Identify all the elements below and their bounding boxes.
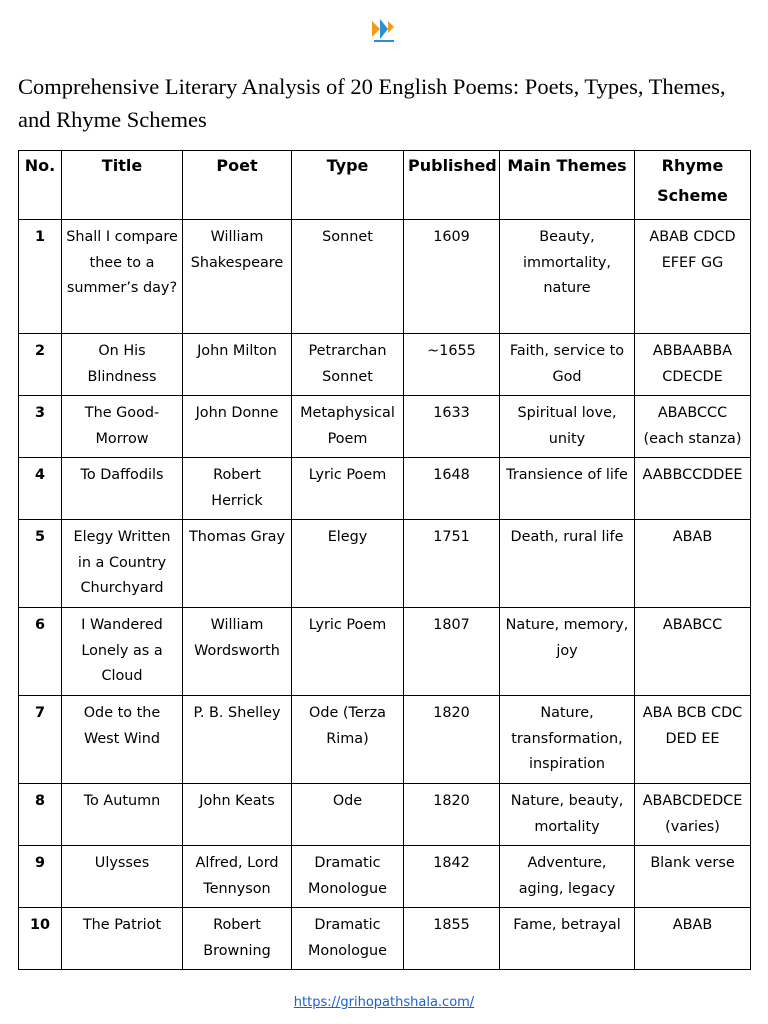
row-rhyme: ABAB	[635, 520, 751, 608]
poems-table	[18, 150, 751, 970]
page-title: Comprehensive Literary Analysis of 20 English Poems: Poets, Types, Themes, and Rhyme Schemes	[18, 74, 726, 132]
row-themes: Fame, betrayal	[500, 908, 635, 970]
row-published: 1820	[404, 696, 500, 784]
row-rhyme: ABAB CDCD EFEF GG	[635, 220, 751, 334]
row-published: 1855	[404, 908, 500, 970]
row-type: Ode	[292, 784, 404, 846]
row-type: Elegy	[292, 520, 404, 608]
row-poet: Thomas Gray	[183, 520, 292, 608]
row-no: 5	[19, 520, 62, 608]
table-row	[19, 520, 751, 608]
row-rhyme: ABABCCC (each stanza)	[635, 396, 751, 458]
table-row	[19, 846, 751, 908]
row-poet: Robert Browning	[183, 908, 292, 970]
row-rhyme: ABA BCB CDC DED EE	[635, 696, 751, 784]
row-title: Shall I compare thee to a summer’s day?	[62, 220, 183, 334]
row-themes: Nature, memory, joy	[500, 608, 635, 696]
row-title: Ulysses	[62, 846, 183, 908]
row-published: 1820	[404, 784, 500, 846]
row-type: Sonnet	[292, 220, 404, 334]
row-type: Dramatic Monologue	[292, 846, 404, 908]
row-title: The Patriot	[62, 908, 183, 970]
table-row	[19, 784, 751, 846]
row-themes: Faith, service to God	[500, 334, 635, 396]
table-row	[19, 334, 751, 396]
row-no: 1	[19, 220, 62, 334]
table-header-row	[19, 151, 751, 220]
row-title: To Autumn	[62, 784, 183, 846]
row-type: Petrarchan Sonnet	[292, 334, 404, 396]
row-no: 2	[19, 334, 62, 396]
row-poet: William Wordsworth	[183, 608, 292, 696]
table-row	[19, 908, 751, 970]
row-published: ~1655	[404, 334, 500, 396]
row-rhyme: ABBAABBA CDECDE	[635, 334, 751, 396]
row-poet: Robert Herrick	[183, 458, 292, 520]
header-no: No.	[19, 151, 62, 220]
table-row	[19, 608, 751, 696]
row-type: Ode (Terza Rima)	[292, 696, 404, 784]
row-title: The Good-Morrow	[62, 396, 183, 458]
row-type: Dramatic Monologue	[292, 908, 404, 970]
row-type: Lyric Poem	[292, 458, 404, 520]
row-rhyme: ABAB	[635, 908, 751, 970]
row-no: 7	[19, 696, 62, 784]
row-type: Lyric Poem	[292, 608, 404, 696]
row-themes: Transience of life	[500, 458, 635, 520]
row-type: Metaphysical Poem	[292, 396, 404, 458]
row-themes: Death, rural life	[500, 520, 635, 608]
row-poet: William Shakespeare	[183, 220, 292, 334]
header-title: Title	[62, 151, 183, 220]
header-poet: Poet	[183, 151, 292, 220]
header-main-themes: Main Themes	[500, 151, 635, 220]
header-rhyme-scheme: Rhyme Scheme	[635, 151, 751, 220]
row-themes: Adventure, aging, legacy	[500, 846, 635, 908]
row-title: Elegy Written in a Country Churchyard	[62, 520, 183, 608]
row-title: On His Blindness	[62, 334, 183, 396]
row-poet: John Keats	[183, 784, 292, 846]
row-no: 6	[19, 608, 62, 696]
row-poet: John Milton	[183, 334, 292, 396]
row-no: 10	[19, 908, 62, 970]
header-type: Type	[292, 151, 404, 220]
table-row	[19, 458, 751, 520]
row-themes: Beauty, immortality, nature	[500, 220, 635, 334]
row-published: 1842	[404, 846, 500, 908]
row-poet: John Donne	[183, 396, 292, 458]
grihopathshala-logo-icon	[368, 15, 400, 45]
row-no: 8	[19, 784, 62, 846]
row-themes: Nature, beauty, mortality	[500, 784, 635, 846]
row-published: 1633	[404, 396, 500, 458]
row-themes: Spiritual love, unity	[500, 396, 635, 458]
row-no: 3	[19, 396, 62, 458]
table-row	[19, 220, 751, 334]
row-published: 1807	[404, 608, 500, 696]
row-published: 1648	[404, 458, 500, 520]
row-title: Ode to the West Wind	[62, 696, 183, 784]
table-row	[19, 396, 751, 458]
row-poet: Alfred, Lord Tennyson	[183, 846, 292, 908]
row-rhyme: AABBCCDDEE	[635, 458, 751, 520]
row-no: 9	[19, 846, 62, 908]
row-poet: P. B. Shelley	[183, 696, 292, 784]
row-themes: Nature, transformation, inspiration	[500, 696, 635, 784]
row-title: I Wandered Lonely as a Cloud	[62, 608, 183, 696]
row-no: 4	[19, 458, 62, 520]
row-rhyme: ABABCC	[635, 608, 751, 696]
table-row	[19, 696, 751, 784]
header-published: Published	[404, 151, 500, 220]
row-title: To Daffodils	[62, 458, 183, 520]
row-published: 1609	[404, 220, 500, 334]
footer-website-link[interactable]: https://grihopathshala.com/	[293, 995, 475, 1010]
row-rhyme: ABABCDEDCE (varies)	[635, 784, 751, 846]
row-published: 1751	[404, 520, 500, 608]
row-rhyme: Blank verse	[635, 846, 751, 908]
